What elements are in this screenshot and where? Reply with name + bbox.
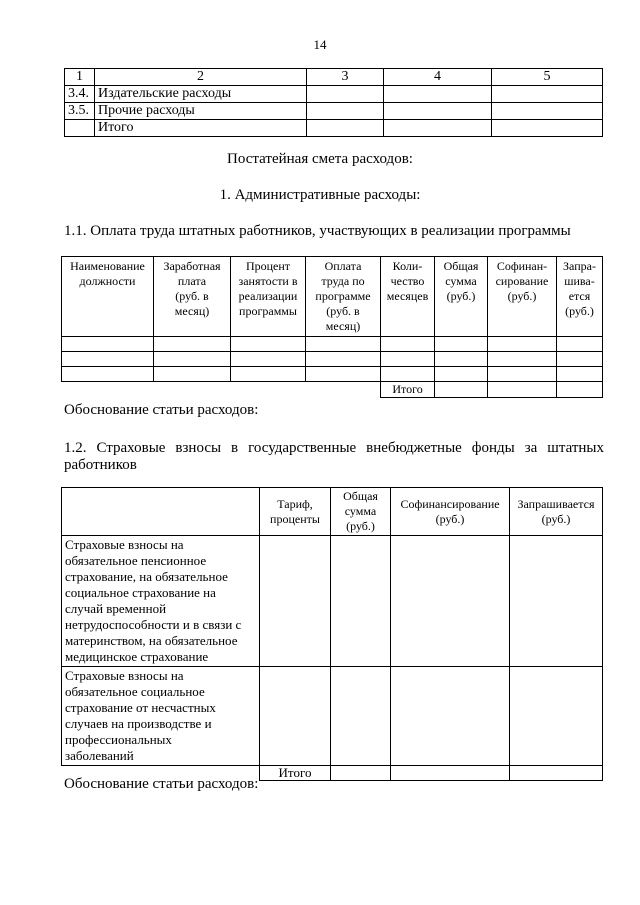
- table-row: [62, 536, 603, 667]
- empty-cell: [307, 103, 384, 120]
- empty-cell: [384, 103, 492, 120]
- table-row: [62, 352, 603, 367]
- section-heading: 1. Административные расходы:: [219, 187, 421, 203]
- insurance-contributions-table: [61, 487, 603, 781]
- subsection-heading: 1.1. Оплата труда штатных работников, участвующих в реализации программы: [64, 223, 571, 239]
- empty-cell: [492, 120, 603, 137]
- row-number: 3.5.: [65, 103, 95, 120]
- total-label: Итого: [381, 382, 435, 398]
- row-label: Страховые взносы на обязательное социальное страхование от несчастных случаев на производстве и профессиональных заболеваний: [62, 667, 260, 766]
- header-salary: Заработная плата (руб. в месяц): [154, 257, 231, 337]
- table-header-row: [65, 69, 603, 86]
- empty-cell: [384, 86, 492, 103]
- justification-label: Обоснование статьи расходов:: [64, 776, 259, 792]
- header-total: Общая сумма (руб.): [331, 488, 391, 536]
- header-total: Общая сумма (руб.): [435, 257, 488, 337]
- row-label: Итого: [95, 120, 307, 137]
- column-number: 4: [384, 69, 492, 86]
- table-row: [62, 367, 603, 382]
- header-cofinancing: Софинансирование (руб.): [391, 488, 510, 536]
- expense-summary-table: [64, 68, 603, 137]
- row-label: Прочие расходы: [95, 103, 307, 120]
- subsection-heading-continued: работников: [64, 457, 137, 473]
- header-requested: Запрашивается (руб.): [510, 488, 603, 536]
- header-percent: Процент занятости в реализации программы: [231, 257, 306, 337]
- justification-label: Обоснование статьи расходов:: [64, 402, 259, 418]
- empty-cell: [307, 86, 384, 103]
- header-tariff: Тариф, проценты: [260, 488, 331, 536]
- table-row: [65, 103, 603, 120]
- empty-cell: [307, 120, 384, 137]
- column-number: 3: [307, 69, 384, 86]
- empty-header: [62, 488, 260, 536]
- empty-cell: [384, 120, 492, 137]
- salary-table: [61, 256, 603, 398]
- subsection-heading: 1.2. Страховые взносы в государственные внебюджетные фонды за штатных: [64, 440, 604, 456]
- header-position: Наименование должности: [62, 257, 154, 337]
- row-label: Издательские расходы: [95, 86, 307, 103]
- row-label: Страховые взносы на обязательное пенсионное страхование, на обязательное социальное страхование на случай временной нетрудоспособности и в связи с материнством, на обязательное медицинское страхование: [62, 536, 260, 667]
- row-number: 3.4.: [65, 86, 95, 103]
- table-header-row: [62, 488, 603, 536]
- total-label: Итого: [260, 766, 331, 781]
- header-requested: Запра- шива- ется (руб.): [557, 257, 603, 337]
- column-number: 2: [95, 69, 307, 86]
- estimate-title: Постатейная смета расходов:: [227, 151, 413, 167]
- table-row: [62, 337, 603, 352]
- empty-cell: [492, 103, 603, 120]
- page-number: 14: [313, 37, 327, 52]
- header-program-pay: Оплата труда по программе (руб. в месяц): [306, 257, 381, 337]
- table-total-row: [62, 382, 603, 398]
- column-number: 1: [65, 69, 95, 86]
- table-header-row: [62, 257, 603, 337]
- row-number: [65, 120, 95, 137]
- column-number: 5: [492, 69, 603, 86]
- header-cofinancing: Софинан- сирование (руб.): [488, 257, 557, 337]
- table-row: [65, 120, 603, 137]
- table-row: [62, 667, 603, 766]
- empty-cell: [492, 86, 603, 103]
- header-months: Коли- чество месяцев: [381, 257, 435, 337]
- table-row: [65, 86, 603, 103]
